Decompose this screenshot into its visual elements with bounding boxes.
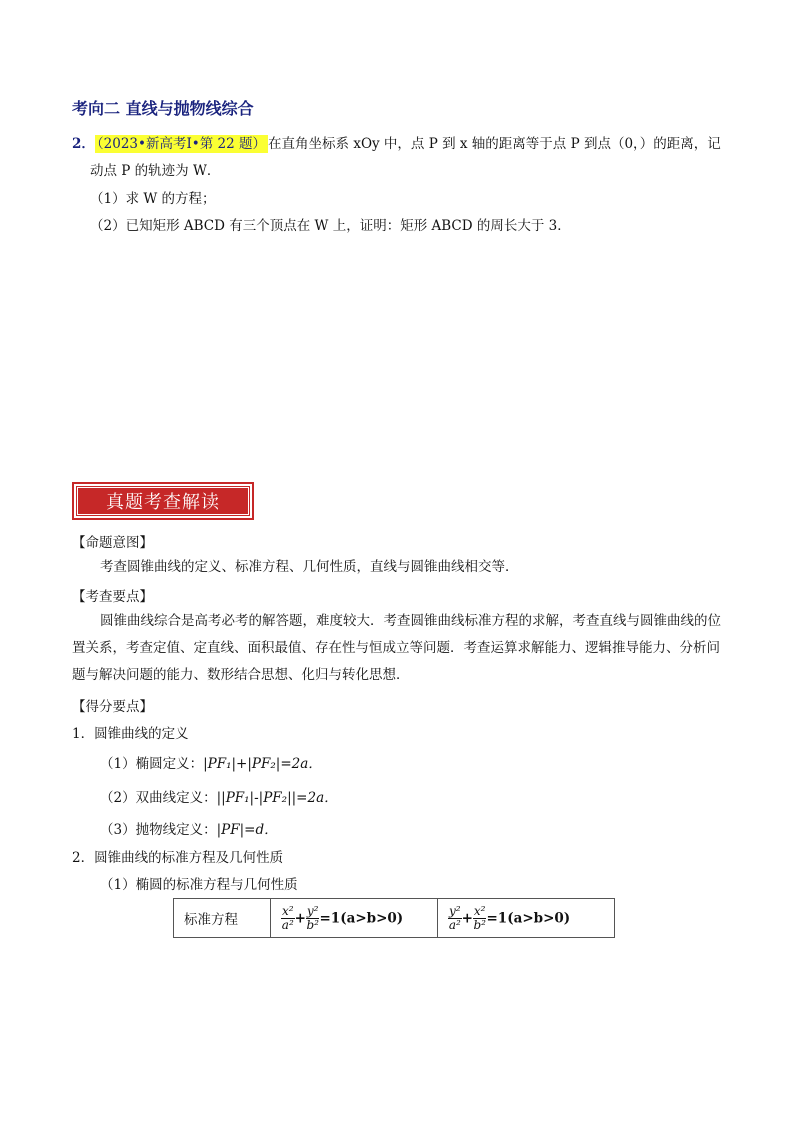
ellipse-def-label: （1）椭圆定义： [100,756,204,772]
problem-part-2: （2）已知矩形 ABCD 有三个顶点在 W 上，证明：矩形 ABCD 的周长大于 3． [90,218,571,234]
problem-text-1: 在直角坐标系 xOy 中，点 P 到 x 轴的距离等于点 P 到点（0，）的距离，记 [268,136,721,152]
scoring-tag: 【得分要点】 [72,699,153,715]
problem-line-1 [72,132,721,152]
scoring-item-1: 1．圆锥曲线的定义 [72,726,189,742]
problem-part-1: （1）求 W 的方程； [90,191,216,207]
hyperbola-definition [100,786,338,806]
fraction-x: $\frac{\text{x²}}{\text{a²}}$ [281,903,294,932]
equation-rest: =1(a>b>0) [319,910,404,926]
intent-text: 考查圆锥曲线的定义、标准方程、几何性质，直线与圆锥曲线相交等． [100,559,519,575]
section-banner [72,482,254,520]
table-row [174,899,615,938]
fraction-x: $\frac{\text{x²}}{\text{b²}}$ [473,903,486,932]
equation-cell-vertical: $\frac{\text{y²}}{\text{a²}}$ + $\frac{\text{x²}}{\text{b²}}$ =1(a>b>0) [438,899,615,938]
parabola-def-formula: |PF|=d． [216,822,278,838]
banner-title: 真题考查解读 [77,487,249,515]
hyperbola-def-formula: ||PF₁|-|PF₂||=2a． [216,790,338,806]
problem-source: （2023•新高考Ⅰ•第 22 题） [96,136,267,152]
ellipse-properties-subheading: （1）椭圆的标准方程与几何性质 [100,877,298,893]
ellipse-def-formula: |PF₁|+|PF₂|=2a． [203,756,322,772]
parabola-def-label: （3）抛物线定义： [100,822,217,838]
ellipse-definition [100,752,322,772]
section-heading: 考向二 直线与抛物线综合 [72,99,254,118]
key-points-text: 圆锥曲线综合是高考必考的解答题，难度较大．考查圆锥曲线标准方程的求解，考查直线与圆锥曲线的位置关系，考查定值、定直线、面积最值、存在性与恒成立等问题．考查运算求解能力、逻辑推导能力、分析问题与解决问题的能力、数形结合思想、化归与转化思想． [72,613,721,683]
intent-tag: 【命题意图】 [72,535,153,551]
table-header-cell: 标准方程 [174,899,271,938]
fraction-y: $\frac{\text{y²}}{\text{a²}}$ [448,903,461,932]
key-points-tag: 【考查要点】 [72,589,153,605]
scoring-item-2: 2．圆锥曲线的标准方程及几何性质 [72,850,284,866]
equation-cell-horizontal: $\frac{\text{x²}}{\text{a²}}$ + $\frac{\text{y²}}{\text{b²}}$ =1(a>b>0) [271,899,438,938]
problem-line-2: 动点 P 的轨迹为 W． [90,163,221,179]
parabola-definition [100,818,278,838]
fraction-y: $\frac{\text{y²}}{\text{b²}}$ [306,903,319,932]
equation-rest: =1(a>b>0) [486,910,571,926]
ellipse-properties-table [173,898,615,938]
hyperbola-def-label: （2）双曲线定义： [100,790,217,806]
problem-number: 2． [72,136,95,152]
